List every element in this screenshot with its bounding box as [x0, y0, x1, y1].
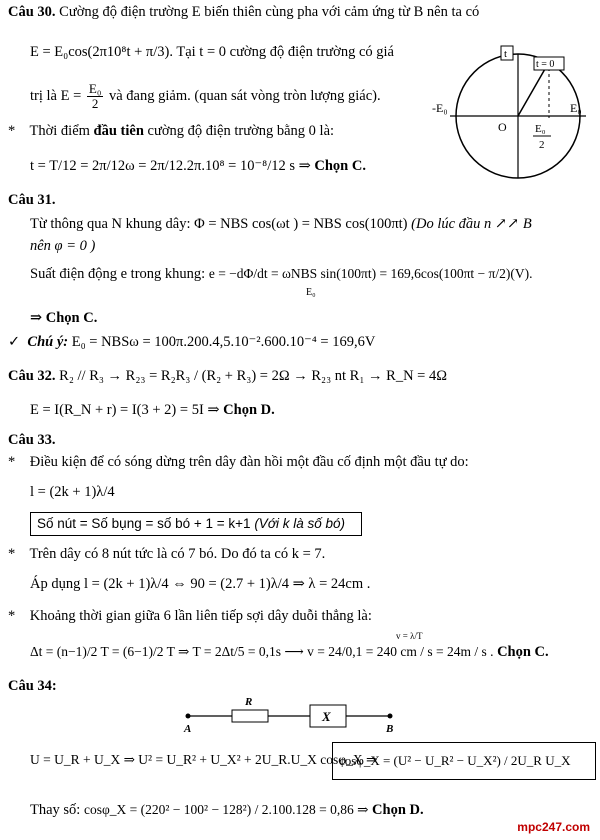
q31-note-eq: E₀ = NBSω = 100π.200.4,5.10⁻².600.10⁻⁴ = 169,6V	[71, 334, 376, 350]
watermark: mpc247.com	[517, 820, 590, 834]
q30-intro-line	[8, 4, 479, 21]
r-label: R	[245, 696, 253, 708]
q34-label: Câu 34:	[8, 678, 57, 694]
q34-choose: Chọn D.	[372, 802, 424, 818]
q30-decreasing: và đang giảm. (quan sát vòng tròn lượng giác).	[109, 88, 381, 105]
q30-t0-text: . Tại t = 0 cường độ điện trường có giá	[169, 44, 394, 60]
x-label: X	[322, 709, 331, 724]
q34-sub-line	[30, 802, 424, 819]
q34-sub-eq: cosφ_X = (220² − 100² − 128²) / 2.100.128 = 0,86 ⇒	[83, 802, 369, 817]
q31-flux-note: (Do lúc đầu n ↗↗ B	[411, 216, 532, 232]
q33-formula: l = (2k + 1)λ/4	[30, 484, 115, 500]
q30-value-line	[30, 82, 381, 112]
node-b	[388, 714, 393, 719]
q33-cond: Điều kiện để có sóng dừng trên dây đàn hồi một đầu cố định một đầu tự do:	[29, 454, 469, 470]
q33-box-text: Số nút = Số bụng = số bó + 1 = k+1	[37, 516, 251, 531]
q31-choose: ⇒ Chọn C.	[30, 310, 98, 326]
b-label: B	[386, 723, 394, 734]
q33-box-note: (Với k là số bó)	[254, 516, 346, 531]
q33-box	[30, 512, 362, 536]
q33-dt-line	[30, 644, 549, 661]
q30-tri-la: trị là E =	[30, 88, 82, 105]
neg-e0-label: -E₀	[432, 101, 448, 115]
q30-t-calc: t = T/12 = 2π/12ω = 2π/12.2π.10⁸ = 10⁻⁸/12 s ⇒	[30, 158, 311, 174]
q33-box-content	[37, 516, 345, 532]
q32-line2	[30, 402, 275, 419]
q30-choose: Chọn C.	[314, 158, 366, 174]
q34-boxed	[332, 742, 596, 780]
q34-vec-line	[30, 752, 377, 769]
e0-label: E₀	[570, 101, 582, 115]
e0-half-den: 2	[539, 139, 545, 151]
q31-flux-line	[30, 216, 532, 233]
q30-label: Câu 30.	[8, 4, 56, 20]
q31-flux-note2: nên φ = 0 )	[30, 238, 96, 254]
q32-choose: Chọn D.	[223, 402, 275, 418]
q30-bullet-bold: đầu tiên	[93, 123, 144, 139]
q33-dt-eq: Δt = (n−1)/2 T = (6−1)/2 T ⇒ T = 2Δt/5 = 0,1s ⟶ v = 24/0,1 = 240 cm / s = 24m / s .	[30, 644, 494, 659]
check-icon: ✓	[8, 334, 21, 350]
bullet-icon: *	[8, 608, 16, 624]
q30-e0half-num: E₀	[88, 81, 102, 96]
q33-apply-line	[30, 576, 370, 593]
bullet-icon: *	[8, 123, 16, 139]
q33-interval: Khoảng thời gian giữa 6 lần liên tiếp sợi dây duỗi thẳng là:	[29, 608, 372, 624]
q31-emf-line	[30, 266, 532, 283]
q30-eq-line	[30, 44, 394, 61]
q33-nodes-line	[8, 546, 325, 563]
q32-eq2: E = I(R_N + r) = I(3 + 2) = 5I ⇒	[30, 402, 220, 418]
q30-e0half	[87, 82, 103, 112]
t0-label: t = 0	[536, 59, 555, 70]
q31-emf-label: Suất điện động e trong khung:	[30, 266, 206, 282]
q33-nodes: Trên dây có 8 nút tức là có 7 bó. Do đó ta có k = 7.	[29, 546, 326, 562]
q31-note-label: Chú ý:	[27, 334, 69, 350]
q31-emf-under: E₀	[306, 287, 316, 298]
t-label: t	[504, 48, 508, 60]
q31-emf-eq: e = −dΦ/dt = ωNBS sin(100πt) = 169,6cos(100πt − π/2)(V).	[208, 266, 533, 281]
q34-substitute: Thay số:	[30, 802, 81, 818]
q33-apply-eq: l = (2k + 1)λ/4 ⇔ 90 = (2.7 + 1)λ/4 ⇒ λ = 24cm .	[83, 576, 371, 592]
e0-half-num: E₀	[535, 123, 546, 135]
q33-label: Câu 33.	[8, 432, 56, 448]
q33-choose: Chọn C.	[497, 644, 549, 660]
q30-e0half-den: 2	[91, 96, 99, 112]
q30-bullet	[8, 123, 334, 140]
q31-flux: Từ thông qua N khung dây: Φ = NBS cos(ωt ) = NBS cos(100πt)	[30, 216, 408, 232]
bullet-icon: *	[8, 546, 16, 562]
q33-interval-line	[8, 608, 372, 625]
origin-label: O	[498, 120, 507, 134]
q34-circuit	[180, 694, 400, 734]
resistor-r	[232, 710, 268, 722]
q30-intro: Cường độ điện trường E biến thiên cùng pha với cảm ứng từ B nên ta có	[59, 4, 480, 20]
q32-label: Câu 32.	[8, 368, 56, 384]
q31-note-line	[8, 334, 375, 351]
q34-boxed-eq: cosφ_X = (U² − U_R² − U_X²) / 2U_R U_X	[339, 753, 571, 768]
a-label: A	[184, 723, 192, 734]
q30-trig-circle	[430, 40, 595, 185]
q34-vec-eq: U = U_R + U_X ⇒ U² = U_R² + U_X² + 2U_R.U_X cosφ_X ⇒	[30, 752, 378, 767]
q33-apply-label: Áp dụng	[30, 576, 81, 592]
q33-cond-line	[8, 454, 469, 471]
q32-eq1: R₂ // R₃ → R₂₃ = R₂R₃ / (R₂ + R₃) = 2Ω → R₂₃ nt R₁ → R_N = 4Ω	[59, 368, 447, 384]
q32-line1	[8, 368, 447, 385]
q30-bullet-pre: Thời điểm	[29, 123, 94, 139]
q31-label: Câu 31.	[8, 192, 56, 208]
q30-t-calc-line	[30, 158, 366, 175]
q30-bullet-post: cường độ điện trường bằng 0 là:	[143, 123, 335, 139]
node-a	[186, 714, 191, 719]
q33-v-over: v = λ/T	[396, 631, 423, 641]
bullet-icon: *	[8, 454, 16, 470]
q30-eq1: E = E₀cos(2π10⁸t + π/3)	[30, 44, 170, 60]
